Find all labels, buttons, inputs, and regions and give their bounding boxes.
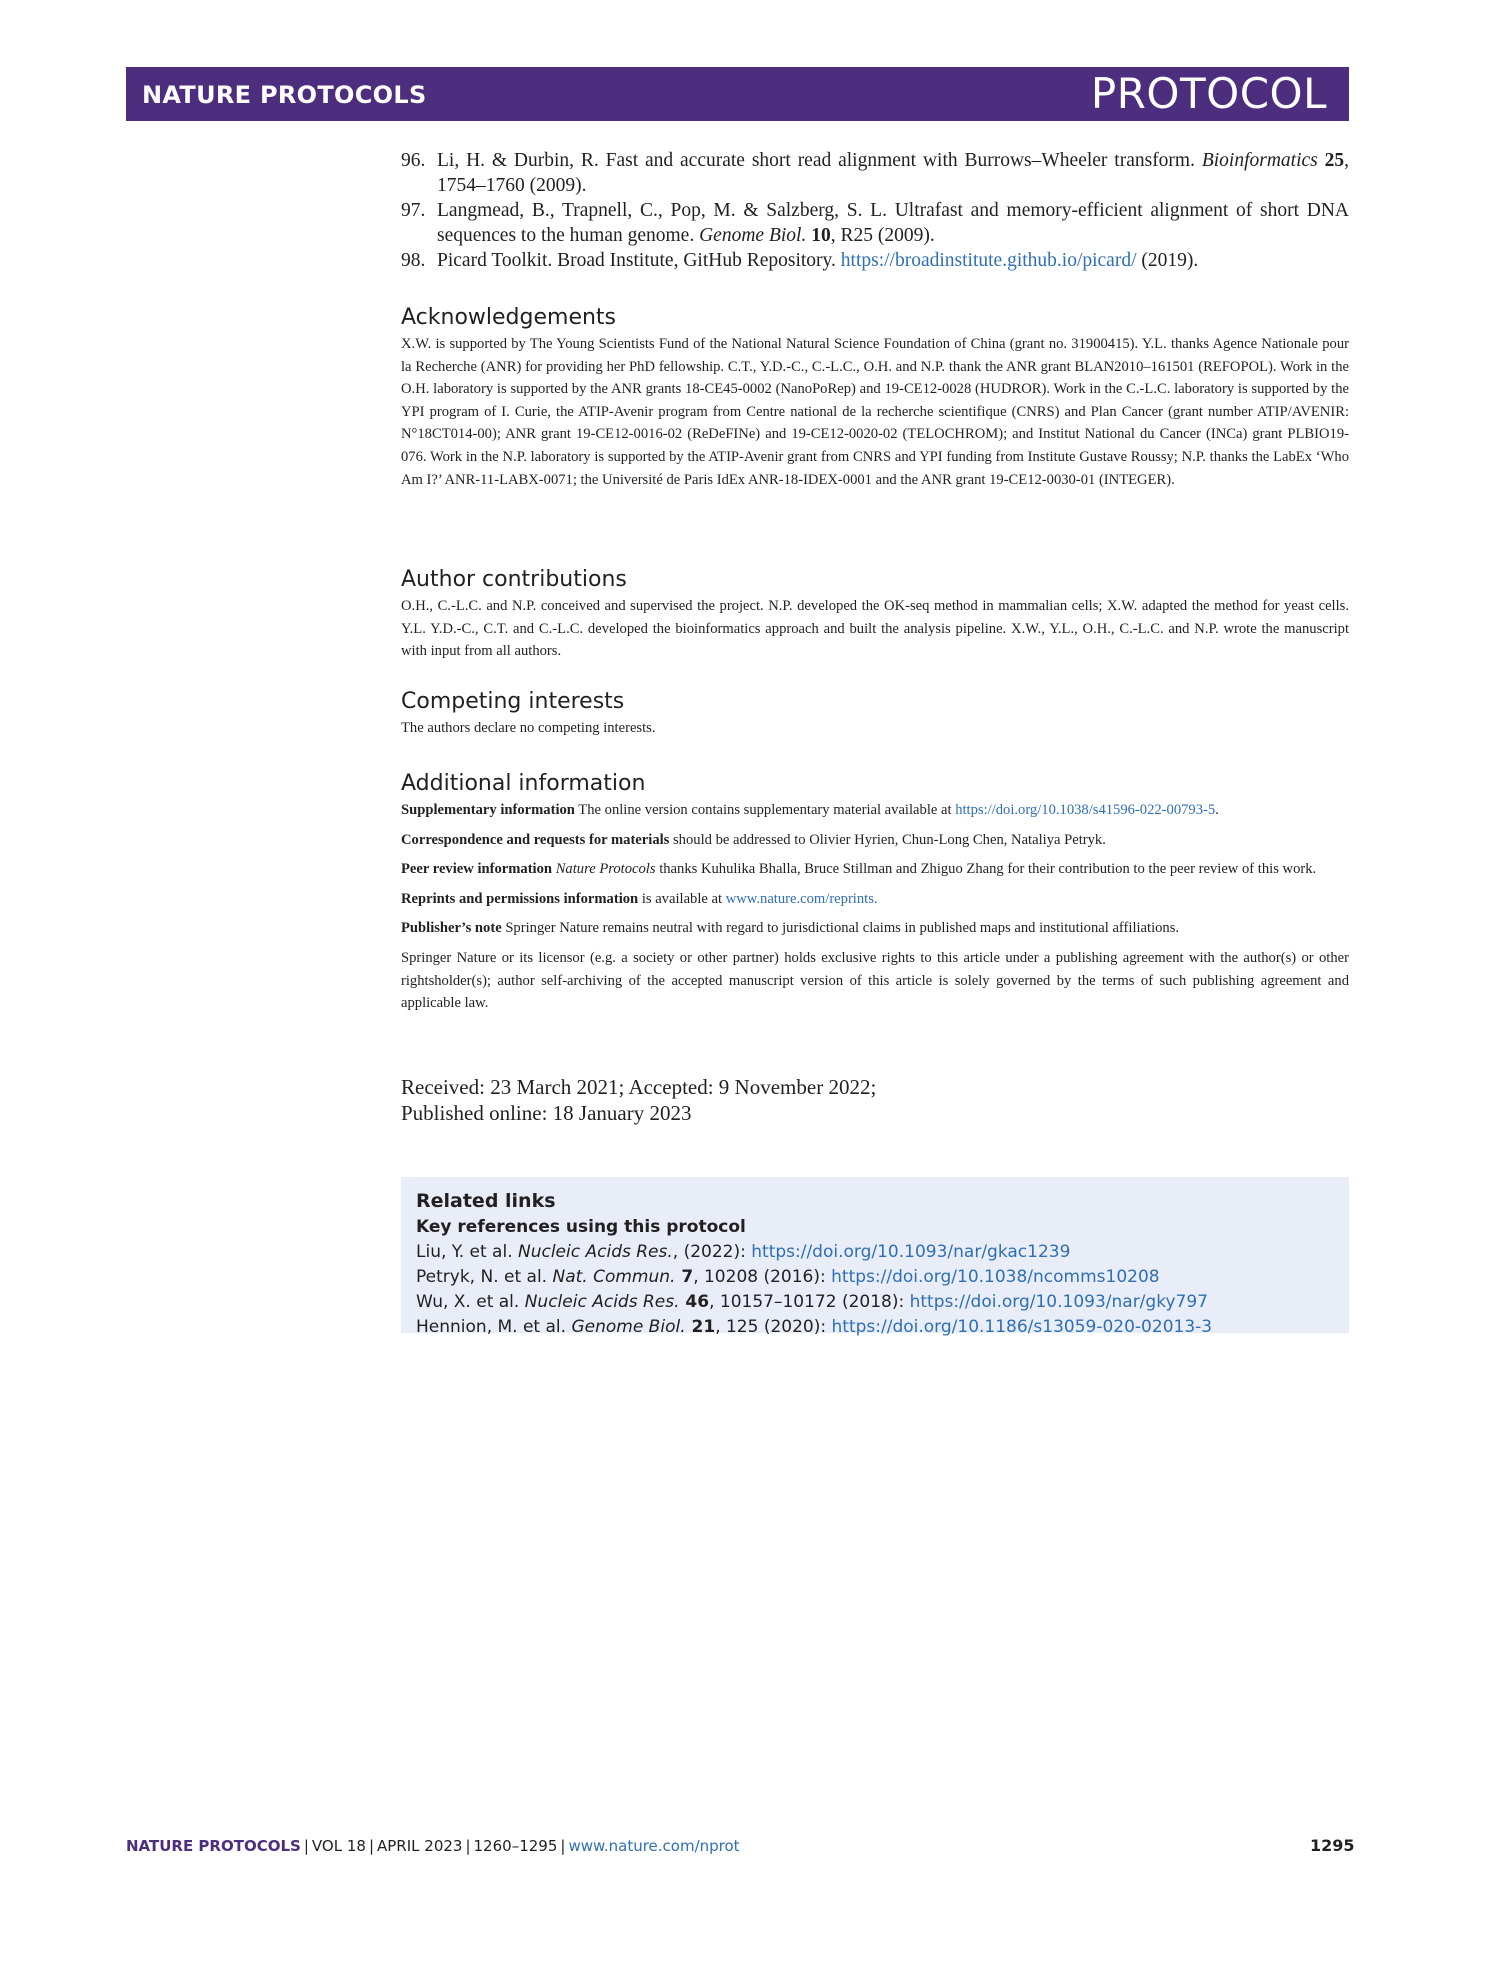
related-link-journal: Genome Biol. xyxy=(571,1317,686,1337)
correspondence-text: should be addressed to Olivier Hyrien, Chun-Long Chen, Nataliya Petryk. xyxy=(669,831,1106,848)
supplementary-text: The online version contains supplementary material available at xyxy=(574,802,956,818)
footer-separator: | xyxy=(560,1837,566,1855)
related-link-volume: 21 xyxy=(685,1317,716,1337)
footer-issue: APRIL 2023 xyxy=(377,1837,463,1855)
competing-interests-body: The authors declare no competing interests. xyxy=(401,720,656,736)
reprints-label: Reprints and permissions information xyxy=(401,890,639,907)
additional-information-title: Additional information xyxy=(401,771,646,796)
page-footer xyxy=(126,1837,740,1855)
supplementary-link[interactable]: https://doi.org/10.1038/s41596-022-00793-5 xyxy=(955,802,1216,818)
reference-list xyxy=(401,148,1349,273)
supplementary-end: . xyxy=(1215,802,1219,818)
correspondence-information xyxy=(401,829,1349,852)
reference-item xyxy=(401,248,1349,273)
reference-number: 96. xyxy=(401,150,426,171)
footer-separator: | xyxy=(303,1837,309,1855)
related-link-item xyxy=(416,1290,1212,1315)
journal-header-bar xyxy=(126,67,1349,121)
related-link-authors: Hennion, M. et al. xyxy=(416,1317,572,1337)
additional-information-section xyxy=(401,771,1349,1022)
reprints-link[interactable]: www.nature.com/reprints. xyxy=(725,890,878,907)
acknowledgements-section xyxy=(401,305,1349,491)
reference-pages: , 1754–1760 (2009). xyxy=(437,150,1350,196)
footer-pages: 1260–1295 xyxy=(473,1837,558,1855)
related-link-volume: 46 xyxy=(679,1292,710,1312)
related-link-details: , (2022): xyxy=(672,1242,752,1262)
related-link-volume: 7 xyxy=(675,1267,694,1287)
reference-item xyxy=(401,148,1349,198)
related-link-item xyxy=(416,1315,1212,1340)
footer-volume: VOL 18 xyxy=(311,1837,366,1855)
header-journal-name: NATURE PROTOCOLS xyxy=(142,81,427,109)
acknowledgements-body: X.W. is supported by The Young Scientists Fund of the National Natural Science Foundation of China (grant no. 31900415). Y.L. thanks Agence Nationale pour la Recherche (ANR) for providing her PhD fellowship. C.T., Y.D.-C., C.-L.C., O.H. and N.P. thank the ANR grant BLAN2010–161501 (REFOPOL). Work in the O.H. laboratory is supported by the ANR grants 18-CE45-0002 (NanoPoRep) and 19-CE12-0028 (HUDROR). Work in the C.-L.C. laboratory is supported by the YPI program of I. Curie, the ATIP-Avenir program from Centre national de la recherche scientifique (CNRS) and Plan Cancer (grant number ATIP/AVENIR: N°18CT014-00); ANR grant 19-CE12-0016-02 (ReDeFINe) and 19-CE12-0020-02 (TELOCHROM); and Institut National du Cancer (INCa) grant PLBIO19-076. Work in the N.P. laboratory is supported by the ATIP-Avenir grant from CNRS and YPI funding from Institute Gustave Roussy; N.P. thanks the LabEx ‘Who Am I?’ ANR-11-LABX-0071; the Université de Paris IdEx ANR-18-IDEX-0001 and the ANR grant 19-CE12-0030-01 (INTEGER). xyxy=(401,336,1349,488)
peer-review-journal: Nature Protocols xyxy=(555,861,656,878)
related-link-details: , 10157–10172 (2018): xyxy=(709,1292,910,1312)
reference-journal: Genome Biol. xyxy=(699,225,807,246)
footer-journal-link[interactable]: www.nature.com/nprot xyxy=(568,1837,740,1855)
rights-statement: Springer Nature or its licensor (e.g. a society or other partner) holds exclusive rights to this article under a publishing agreement with the author(s) or other rightsholder(s); author self-archiving of the accepted manuscript version of this article is solely governed by the terms of such publishing agreement and applicable law. xyxy=(401,949,1349,1012)
reprints-information xyxy=(401,888,1349,911)
related-links-box xyxy=(401,1177,1349,1337)
reference-text: Li, H. & Durbin, R. Fast and accurate short read alignment with Burrows–Wheeler transform. xyxy=(437,150,1202,171)
header-article-type: PROTOCOL xyxy=(1090,69,1327,118)
related-links-subtitle: Key references using this protocol xyxy=(416,1217,746,1237)
related-link-authors: Petryk, N. et al. xyxy=(416,1267,553,1287)
supplementary-label: Supplementary information xyxy=(401,802,575,818)
reference-link[interactable]: https://broadinstitute.github.io/picard/ xyxy=(840,250,1137,271)
reference-pages: , R25 (2009). xyxy=(830,225,935,246)
related-links-title: Related links xyxy=(416,1190,556,1212)
reference-journal: Bioinformatics xyxy=(1201,150,1318,171)
related-link-journal: Nucleic Acids Res. xyxy=(518,1242,673,1262)
related-link-details: , 125 (2020): xyxy=(715,1317,832,1337)
related-link-url[interactable]: https://doi.org/10.1038/ncomms10208 xyxy=(831,1267,1160,1287)
reference-text: Picard Toolkit. Broad Institute, GitHub Repository. xyxy=(437,250,841,271)
reference-number: 97. xyxy=(401,200,426,221)
reference-volume: 25 xyxy=(1324,150,1345,171)
publisher-note-text: Springer Nature remains neutral with regard to jurisdictional claims in published maps and institutional affiliations. xyxy=(501,920,1180,937)
peer-review-text: thanks Kuhulika Bhalla, Bruce Stillman and Zhiguo Zhang for their contribution to the peer review of this work. xyxy=(655,861,1317,878)
supplementary-information xyxy=(401,799,1349,822)
related-link-journal: Nucleic Acids Res. xyxy=(524,1292,680,1312)
related-link-url[interactable]: https://doi.org/10.1093/nar/gky797 xyxy=(909,1292,1208,1312)
reference-number: 98. xyxy=(401,250,426,271)
related-link-authors: Wu, X. et al. xyxy=(416,1292,525,1312)
related-link-details: , 10208 (2016): xyxy=(693,1267,832,1287)
related-link-journal: Nat. Commun. xyxy=(552,1267,676,1287)
footer-journal-name: NATURE PROTOCOLS xyxy=(126,1837,301,1855)
publisher-note-label: Publisher’s note xyxy=(401,920,502,937)
reference-volume: 10 xyxy=(811,225,831,246)
peer-review-information xyxy=(401,858,1349,881)
reference-tail: (2019). xyxy=(1136,250,1199,271)
footer-separator: | xyxy=(465,1837,471,1855)
correspondence-label: Correspondence and requests for materials xyxy=(401,831,670,848)
related-link-item xyxy=(416,1240,1212,1265)
author-contributions-title: Author contributions xyxy=(401,567,627,592)
reprints-text: is available at xyxy=(638,890,726,907)
published-online-date: Published online: 18 January 2023 xyxy=(401,1101,692,1125)
acknowledgements-title: Acknowledgements xyxy=(401,305,617,330)
related-link-url[interactable]: https://doi.org/10.1093/nar/gkac1239 xyxy=(751,1242,1071,1262)
page-number: 1295 xyxy=(1310,1836,1355,1855)
received-accepted-dates: Received: 23 March 2021; Accepted: 9 November 2022; xyxy=(401,1075,877,1099)
author-contributions-section xyxy=(401,567,1349,663)
related-link-url[interactable]: https://doi.org/10.1186/s13059-020-02013-3 xyxy=(831,1317,1213,1337)
peer-review-label: Peer review information xyxy=(401,861,553,878)
footer-separator: | xyxy=(368,1837,374,1855)
publication-dates xyxy=(401,1074,876,1126)
related-link-item xyxy=(416,1265,1212,1290)
reference-item xyxy=(401,198,1349,248)
publisher-note xyxy=(401,917,1349,940)
competing-interests-title: Competing interests xyxy=(401,689,625,714)
related-links-content xyxy=(416,1188,1212,1340)
competing-interests-section xyxy=(401,689,1349,740)
related-link-authors: Liu, Y. et al. xyxy=(416,1242,518,1262)
author-contributions-body: O.H., C.-L.C. and N.P. conceived and supervised the project. N.P. developed the OK-seq method in mammalian cells; X.W. adapted the method for yeast cells. Y.L. Y.D.-C., C.T. and C.-L.C. developed the bioinformatics approach and built the analysis pipeline. X.W., Y.L., O.H., C.-L.C. and N.P. wrote the manuscript with input from all authors. xyxy=(401,598,1349,660)
reference-text: Langmead, B., Trapnell, C., Pop, M. & Salzberg, S. L. Ultrafast and memory-efficient alignment of short DNA sequences to the human genome. xyxy=(437,200,1349,246)
